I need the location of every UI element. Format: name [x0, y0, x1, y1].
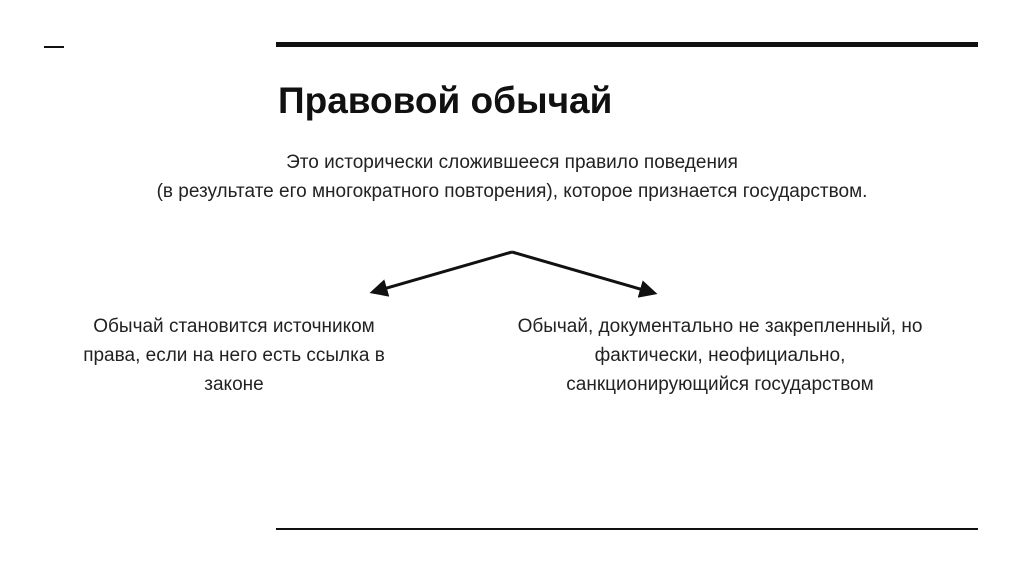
- bottom-rule: [276, 528, 978, 530]
- slide-title: Правовой обычай: [278, 80, 613, 121]
- branch-right-line-2: фактически, неофициально,: [594, 345, 846, 366]
- branch-left-text: [24, 312, 444, 399]
- branch-left-line-1: Обычай становится источником: [93, 316, 375, 337]
- arrow-left: [373, 252, 512, 292]
- branch-right-text: [450, 312, 990, 399]
- branch-left-line-3: законе: [204, 374, 264, 395]
- definition-line-1: Это исторически сложившееся правило поведения: [286, 152, 738, 173]
- arrow-right: [512, 252, 654, 293]
- branch-left-line-2: права, если на него есть ссылка в: [83, 345, 385, 366]
- branch-right-line-1: Обычай, документально не закрепленный, но: [517, 316, 923, 337]
- branch-right-line-3: санкционирующийся государством: [566, 374, 874, 395]
- definition-line-2: (в результате его многократного повторения), которое признается государством.: [156, 181, 868, 202]
